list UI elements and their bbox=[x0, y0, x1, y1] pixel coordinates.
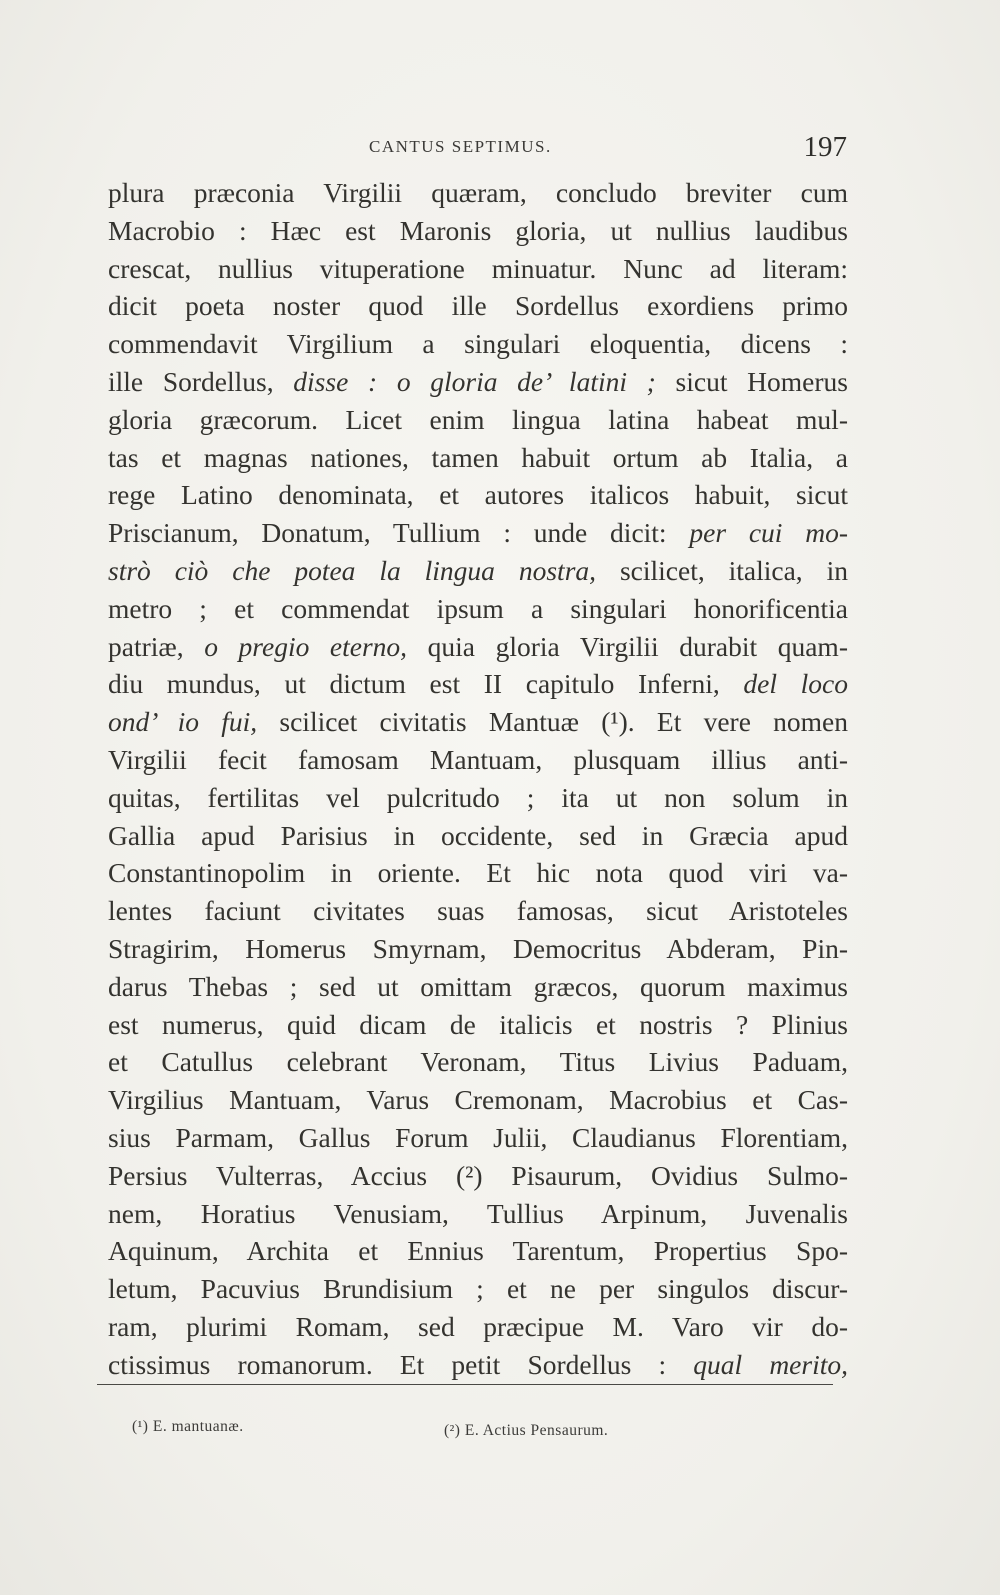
italic-quotation: ond’ io fui, bbox=[108, 706, 258, 738]
text-line bbox=[108, 892, 848, 930]
text-segment: Priscianum, Donatum, Tullium : unde dicit: bbox=[108, 517, 690, 549]
footnote-1: (¹) E. mantuanæ. bbox=[132, 1418, 244, 1435]
text-line bbox=[108, 1195, 848, 1233]
text-line bbox=[108, 1006, 848, 1044]
text-line bbox=[108, 854, 848, 892]
text-segment: metro ; et commendat ipsum a singulari honorificentia bbox=[108, 592, 848, 624]
text-line bbox=[108, 1119, 848, 1157]
text-line bbox=[108, 590, 848, 628]
text-segment: Aquinum, Archita et Ennius Tarentum, Propertius Spo- bbox=[108, 1235, 848, 1267]
text-line bbox=[108, 741, 848, 779]
text-segment: sicut Homerus bbox=[655, 365, 848, 397]
text-line bbox=[108, 1043, 848, 1081]
text-segment: lentes faciunt civitates suas famosas, sicut Aristoteles bbox=[108, 895, 848, 927]
text-line bbox=[108, 363, 848, 401]
italic-quotation: per cui mo- bbox=[689, 517, 848, 549]
text-line bbox=[108, 325, 848, 363]
text-segment: rege Latino denominata, et autores italicos habuit, sicut bbox=[108, 479, 848, 511]
text-line bbox=[108, 287, 848, 325]
text-segment: Persius Vulterras, Accius (²) Pisaurum, Ovidius Sulmo- bbox=[108, 1159, 848, 1191]
text-segment: scilicet civitatis Mantuæ (¹). Et vere nomen bbox=[257, 706, 848, 738]
text-segment: scilicet, italica, in bbox=[596, 554, 848, 586]
text-segment: crescat, nullius vituperatione minuatur. Nunc ad literam: bbox=[108, 252, 848, 284]
footnote-rule bbox=[97, 1384, 833, 1385]
text-segment: quia gloria Virgilii durabit quam- bbox=[407, 630, 848, 662]
italic-quotation: disse : o gloria de’ latini ; bbox=[293, 365, 656, 397]
text-segment: dicit poeta noster quod ille Sordellus exordiens primo bbox=[108, 290, 848, 322]
text-line bbox=[108, 1308, 848, 1346]
text-line bbox=[108, 1346, 848, 1384]
text-line bbox=[108, 476, 848, 514]
footnote-2: (²) E. Actius Pensaurum. bbox=[444, 1422, 609, 1439]
italic-quotation: del loco bbox=[743, 668, 849, 700]
text-line bbox=[108, 174, 848, 212]
footnotes bbox=[132, 1418, 832, 1442]
text-segment: Macrobio : Hæc est Maronis gloria, ut nullius laudibus bbox=[108, 214, 848, 246]
text-line bbox=[108, 1157, 848, 1195]
text-line bbox=[108, 779, 848, 817]
text-segment: quitas, fertilitas vel pulcritudo ; ita ut non solum in bbox=[108, 781, 848, 813]
italic-quotation: o pregio eterno, bbox=[204, 630, 408, 662]
text-segment: darus Thebas ; sed ut omittam græcos, quorum maximus bbox=[108, 970, 848, 1002]
text-line bbox=[108, 1232, 848, 1270]
text-segment: patriæ, bbox=[108, 630, 205, 662]
text-segment: plura præconia Virgilii quæram, concludo breviter cum bbox=[108, 177, 848, 208]
text-line bbox=[108, 628, 848, 666]
text-segment: ille Sordellus, bbox=[108, 365, 294, 397]
text-segment: et Catullus celebrant Veronam, Titus Livius Paduam, bbox=[108, 1046, 848, 1078]
text-line bbox=[108, 968, 848, 1006]
text-segment: tas et magnas nationes, tamen habuit ortum ab Italia, a bbox=[108, 441, 848, 473]
text-segment: Virgilius Mantuam, Varus Cremonam, Macrobius et Cas- bbox=[108, 1084, 848, 1116]
text-segment: Gallia apud Parisius in occidente, sed in Græcia apud bbox=[108, 819, 848, 851]
body-text bbox=[108, 174, 848, 1384]
running-title: CANTUS SEPTIMUS. bbox=[369, 137, 552, 156]
text-line bbox=[108, 703, 848, 741]
text-segment: nem, Horatius Venusiam, Tullius Arpinum, Juvenalis bbox=[108, 1197, 848, 1229]
text-line bbox=[108, 665, 848, 703]
italic-quotation: strò ciò che potea la lingua nostra, bbox=[108, 554, 597, 586]
text-segment: diu mundus, ut dictum est II capitulo Inferni, bbox=[108, 668, 744, 700]
text-segment: ctissimus romanorum. Et petit Sordellus : bbox=[108, 1348, 694, 1380]
text-line bbox=[108, 439, 848, 477]
text-line bbox=[108, 1270, 848, 1308]
text-segment: Stragirim, Homerus Smyrnam, Democritus Abderam, Pin- bbox=[108, 932, 848, 964]
text-line bbox=[108, 552, 848, 590]
text-line bbox=[108, 930, 848, 968]
text-segment: letum, Pacuvius Brundisium ; et ne per singulos discur- bbox=[108, 1273, 848, 1305]
italic-quotation: qual merito, bbox=[693, 1348, 848, 1380]
text-segment: Virgilii fecit famosam Mantuam, plusquam illius anti- bbox=[108, 743, 848, 775]
page-number: 197 bbox=[803, 131, 847, 163]
text-segment: sius Parmam, Gallus Forum Julii, Claudianus Florentiam, bbox=[108, 1121, 848, 1153]
text-segment: commendavit Virgilium a singulari eloquentia, dicens : bbox=[108, 328, 848, 360]
text-segment: est numerus, quid dicam de italicis et nostris ? Plinius bbox=[108, 1008, 848, 1040]
text-line bbox=[108, 514, 848, 552]
text-segment: ram, plurimi Romam, sed præcipue M. Varo vir do- bbox=[108, 1310, 848, 1342]
text-line bbox=[108, 817, 848, 855]
text-line bbox=[108, 1081, 848, 1119]
text-line bbox=[108, 401, 848, 439]
text-segment: Constantinopolim in oriente. Et hic nota quod viri va- bbox=[108, 857, 848, 889]
text-line bbox=[108, 250, 848, 288]
text-line bbox=[108, 212, 848, 250]
text-segment: gloria græcorum. Licet enim lingua latina habeat mul- bbox=[108, 403, 848, 435]
running-head bbox=[107, 131, 847, 167]
